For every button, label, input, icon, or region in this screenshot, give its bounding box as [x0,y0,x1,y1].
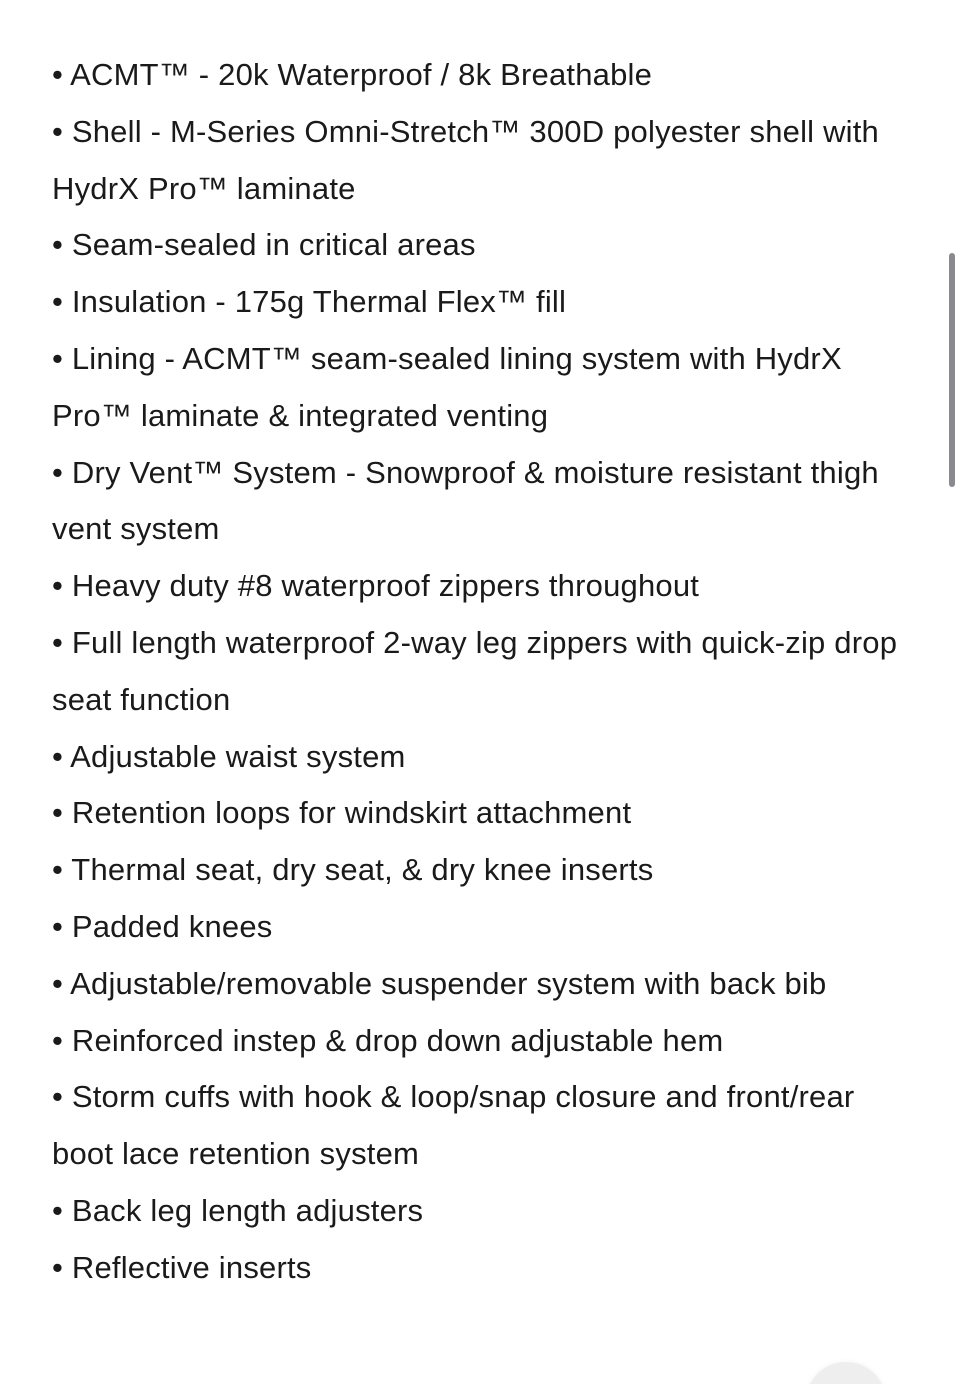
feature-item: • Reflective inserts [52,1249,312,1285]
feature-item: • Thermal seat, dry seat, & dry knee inserts [52,852,654,888]
feature-item: • Storm cuffs with hook & loop/snap closure and front/rear boot lace retention system [52,1079,855,1172]
scrollbar-thumb[interactable] [949,253,955,487]
feature-item: • Padded knees [52,908,273,944]
floating-button[interactable] [806,1362,886,1384]
feature-item: • Adjustable waist system [52,738,406,774]
feature-list [52,47,922,1297]
feature-item: • Back leg length adjusters [52,1192,424,1228]
feature-item: • Lining - ACMT™ seam-sealed lining system with HydrX Pro™ laminate & integrated venting [52,340,842,433]
feature-item: • Retention loops for windskirt attachment [52,795,632,831]
feature-item: • Shell - M-Series Omni-Stretch™ 300D polyester shell with HydrX Pro™ laminate [52,113,879,206]
feature-item: • Insulation - 175g Thermal Flex™ fill [52,284,567,320]
feature-item: • Dry Vent™ System - Snowproof & moisture resistant thigh vent system [52,454,879,547]
feature-item: • Reinforced instep & drop down adjustable hem [52,1022,724,1058]
feature-item: • Heavy duty #8 waterproof zippers throughout [52,568,700,604]
feature-item: • ACMT™ - 20k Waterproof / 8k Breathable [52,57,653,92]
feature-item: • Adjustable/removable suspender system with back bib [52,965,827,1001]
vertical-scrollbar[interactable] [948,0,956,1384]
feature-item: • Full length waterproof 2-way leg zippers with quick-zip drop seat function [52,624,898,717]
feature-item: • Seam-sealed in critical areas [52,227,476,263]
